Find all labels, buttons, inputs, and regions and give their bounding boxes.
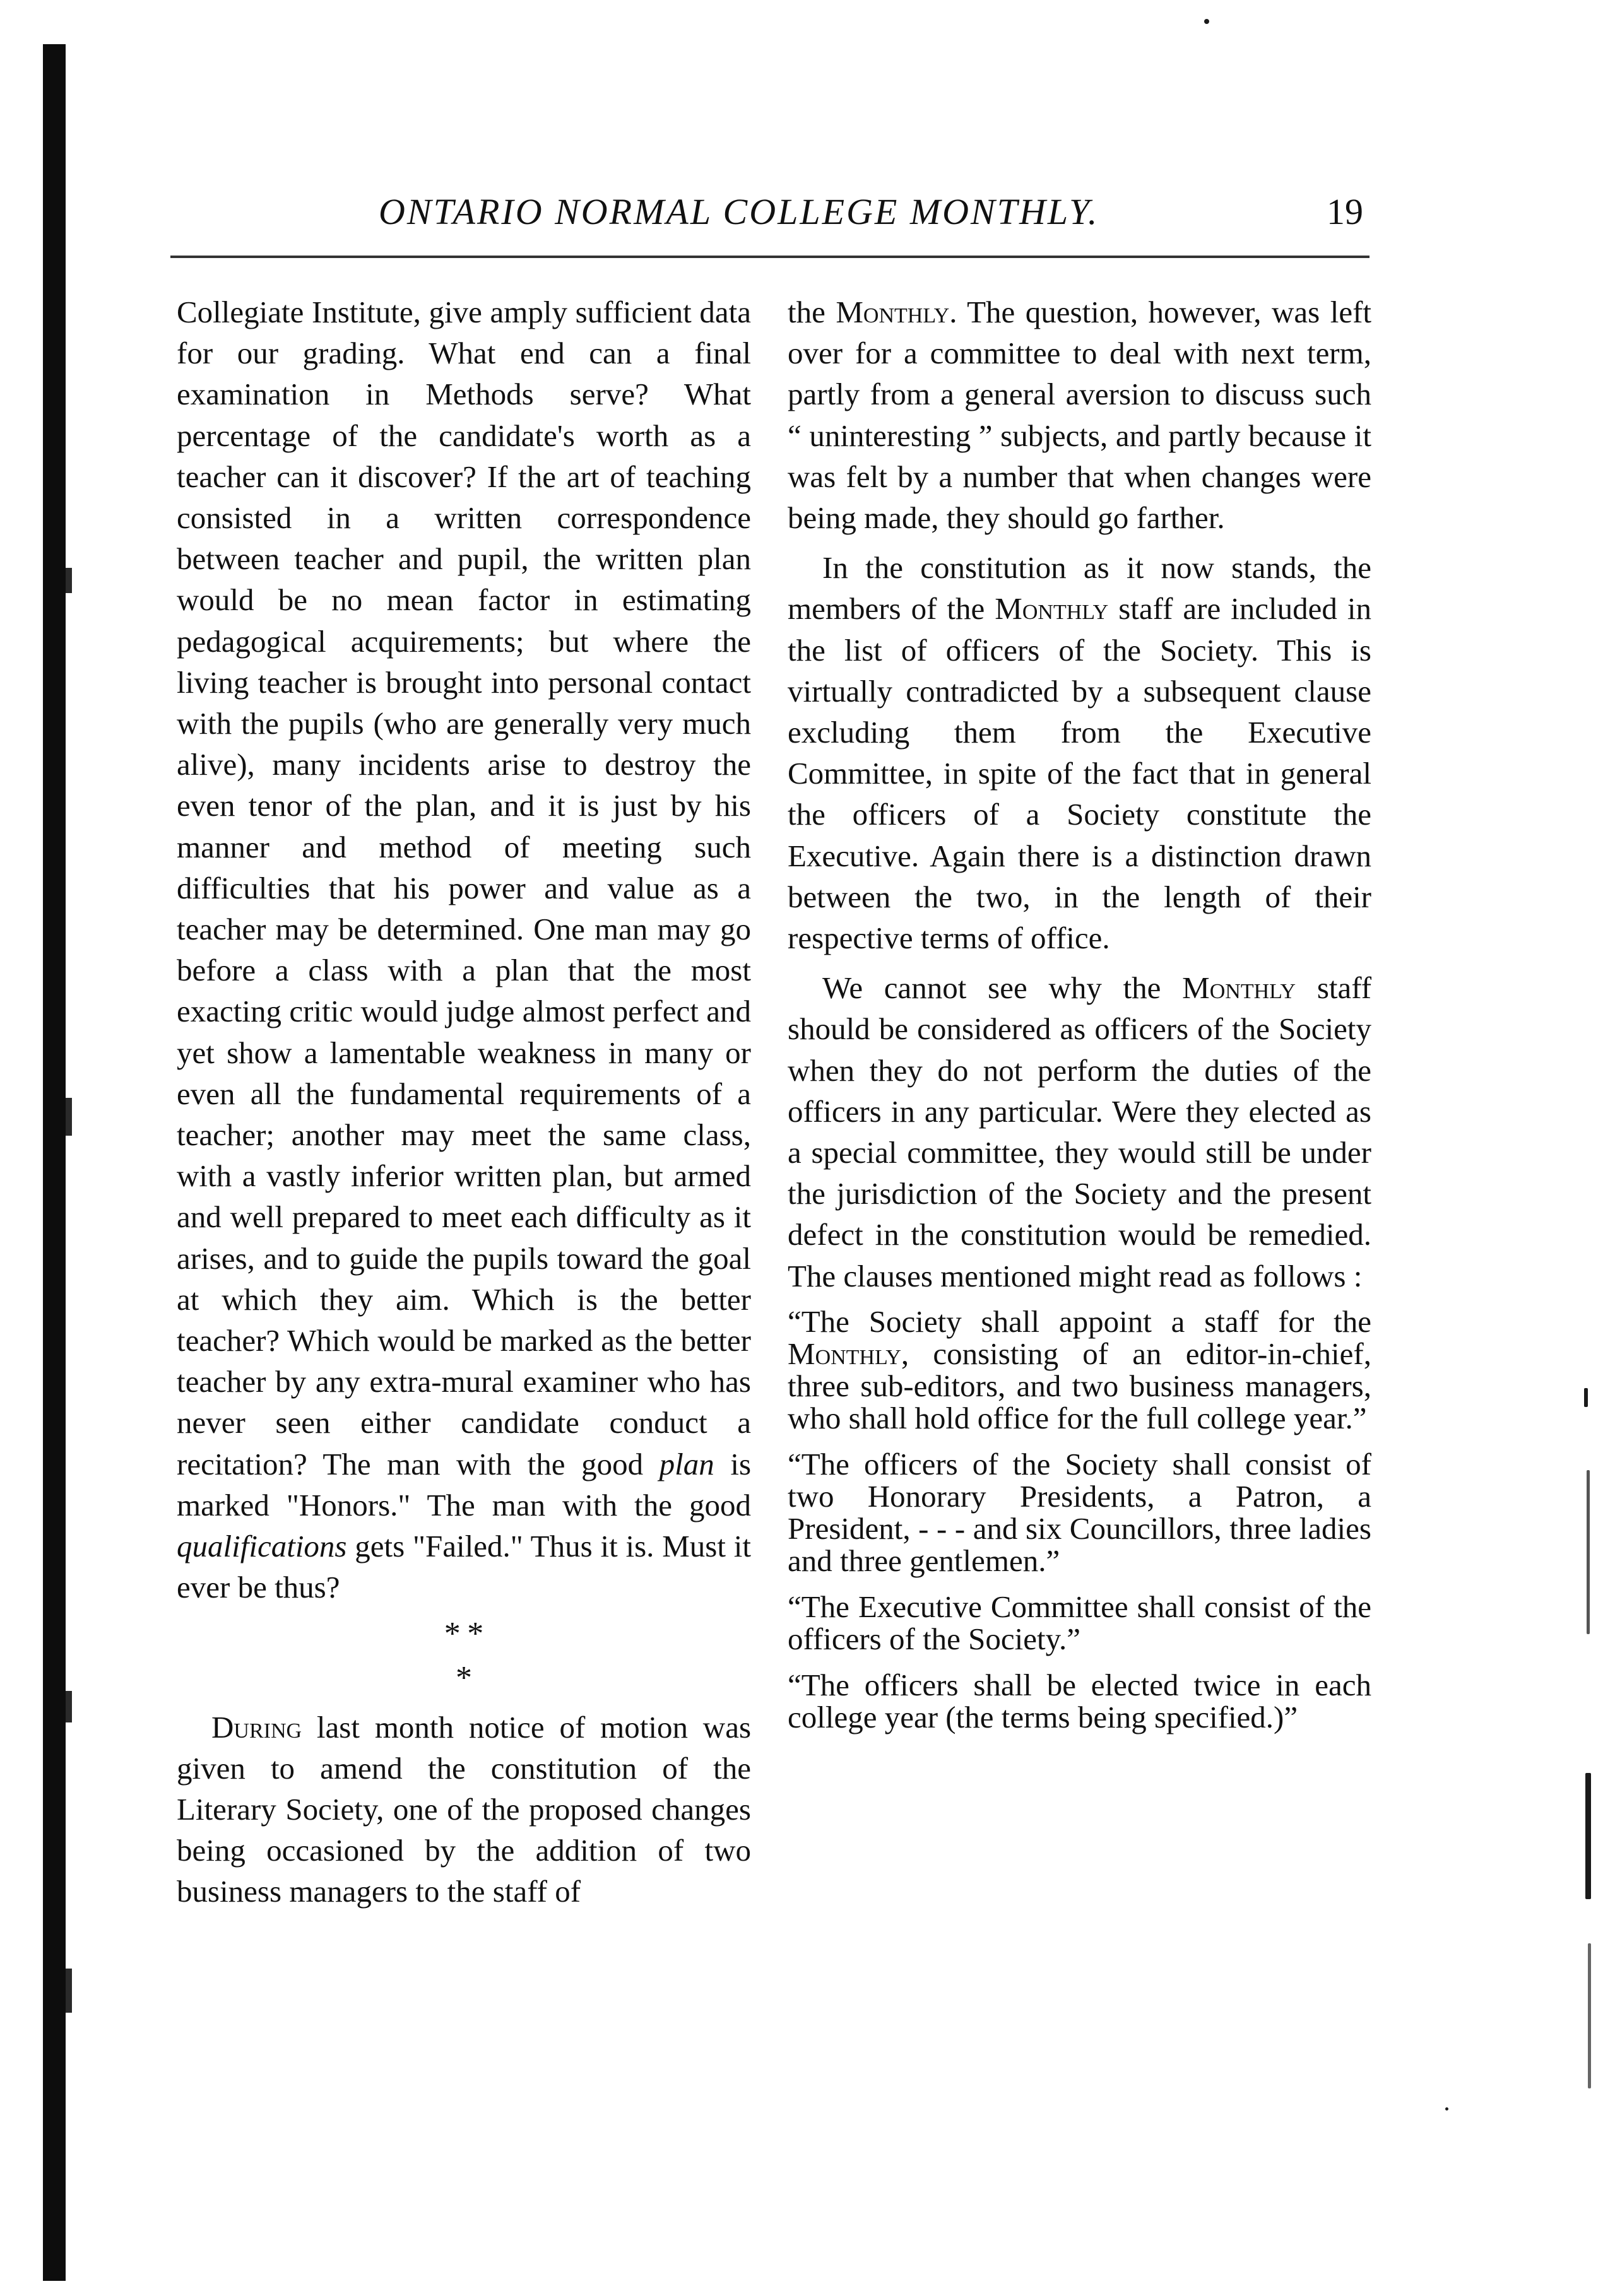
paragraph-text: , consisting of an editor-in-chief, three sub-editors, and two business managers, who shall hold office for the full college year.” bbox=[788, 1336, 1371, 1435]
paragraph-text: In the constitution as it now stands, the members of the bbox=[788, 550, 1371, 627]
quoted-clause: “The Executive Committee shall consist of the officers of the Society.” bbox=[788, 1589, 1371, 1656]
paragraph-text: We cannot see why the bbox=[822, 970, 1161, 1006]
speck bbox=[1204, 19, 1209, 24]
quoted-clause bbox=[788, 1305, 1371, 1434]
paragraph-text: is marked "Honors." The man with the good bbox=[177, 1446, 752, 1522]
binding-edge bbox=[43, 44, 66, 2281]
paragraph-text: staff should be considered as officers of the Society when they do not perform the duties of the officers in any particular. Were they elected as a special committee, they would still be under the jurisdiction of the Society and the present defect in the constitution would be remedied. The clauses mentioned might read as follows : bbox=[788, 970, 1372, 1293]
speck bbox=[1588, 1943, 1591, 2088]
paragraph-text: “The Society shall appoint a staff for the bbox=[788, 1304, 1371, 1339]
emphasis-text: plan bbox=[659, 1446, 714, 1481]
quoted-clause: “The officers shall be elected twice in each college year (the terms being specified.)” bbox=[788, 1667, 1371, 1734]
journal-name: Monthly bbox=[995, 591, 1109, 627]
speck bbox=[1587, 1470, 1590, 1634]
journal-name: Monthly bbox=[836, 295, 950, 329]
binding-mark bbox=[66, 568, 72, 593]
emphasis-text: qualifications bbox=[177, 1529, 347, 1564]
paragraph-text: the bbox=[788, 295, 825, 329]
running-header bbox=[189, 191, 1363, 247]
paragraph-text: . The question, however, was left over for a committee to deal with next term, partly from a general aversion to discuss such “ uninteresting ” subjects, and partly because it was felt by a number that when changes were being made, they should go farther. bbox=[788, 295, 1372, 536]
paragraph bbox=[177, 291, 751, 1608]
paragraph-text: gets "Failed." Thus it is. Must it ever be thus? bbox=[177, 1529, 751, 1605]
left-column bbox=[177, 291, 751, 1912]
journal-name: Monthly bbox=[788, 1336, 901, 1371]
speck bbox=[1445, 2107, 1448, 2111]
quoted-clause: “The officers of the Society shall consist of two Honorary Presidents, a Patron, a President, - - - and six Councillors, three ladies and three gentlemen.” bbox=[788, 1446, 1371, 1578]
lead-word: During bbox=[211, 1709, 302, 1745]
section-separator bbox=[177, 1612, 751, 1700]
journal-name: Monthly bbox=[1182, 970, 1296, 1006]
right-column bbox=[788, 291, 1371, 1747]
binding-mark bbox=[66, 1098, 72, 1136]
page-number: 19 bbox=[1327, 191, 1363, 232]
paragraph-text: last month notice of motion was given to amend the constitution of the Literary Society, one of the proposed changes being occasioned by the addition of two business managers to the staff of bbox=[177, 1709, 752, 1909]
paragraph-text: Collegiate Institute, give amply sufficient data for our grading. What end can a final examination in Methods serve? What percentage of the candidate's worth as a teacher can it discover? If the art of teaching consisted in a written correspondence between teacher and pupil, the written plan would be no mean factor in estimating pedagogical acquirements; but where the living teacher is brought into personal contact with the pupils (who are generally very much alive), many incidents arise to destroy the even tenor of the plan, and it is just by his manner and method of meeting such difficulties that his power and value as a teacher may be determined. One man may go before a class with a plan that the most exacting critic would judge almost perfect and yet show a lamentable weakness in many or even all the fundamental requirements of a teacher; another may meet the same class, with a vastly inferior written plan, but armed and well prepared to meet each difficulty as it arises, and to guide the pupils toward the goal at which they aim. Which is the better teacher? Which would be marked as the better teacher by any extra-mural examiner who has never seen either candidate conduct a recitation? The man with the good bbox=[177, 295, 751, 1481]
page-title: ONTARIO NORMAL COLLEGE MONTHLY. bbox=[379, 191, 1099, 232]
paragraph bbox=[788, 291, 1371, 538]
paragraph-text: staff are included in the list of officers of the Society. This is virtually contradicted by a subsequent clause excluding them from the Executive Committee, in spite of the fact that in general the officers of a Society constitute the Executive. Again there is a distinction drawn between the two, in the length of their respective terms of office. bbox=[788, 591, 1372, 956]
asterism: * * * bbox=[444, 1615, 484, 1696]
binding-mark bbox=[66, 1691, 72, 1722]
speck bbox=[1584, 1388, 1588, 1407]
paragraph bbox=[788, 547, 1371, 958]
quoted-clauses bbox=[788, 1305, 1371, 1733]
paragraph bbox=[788, 967, 1371, 1297]
paragraph bbox=[177, 1707, 751, 1912]
header-rule bbox=[170, 256, 1369, 258]
binding-mark bbox=[66, 1969, 72, 2013]
speck bbox=[1585, 1773, 1591, 1899]
